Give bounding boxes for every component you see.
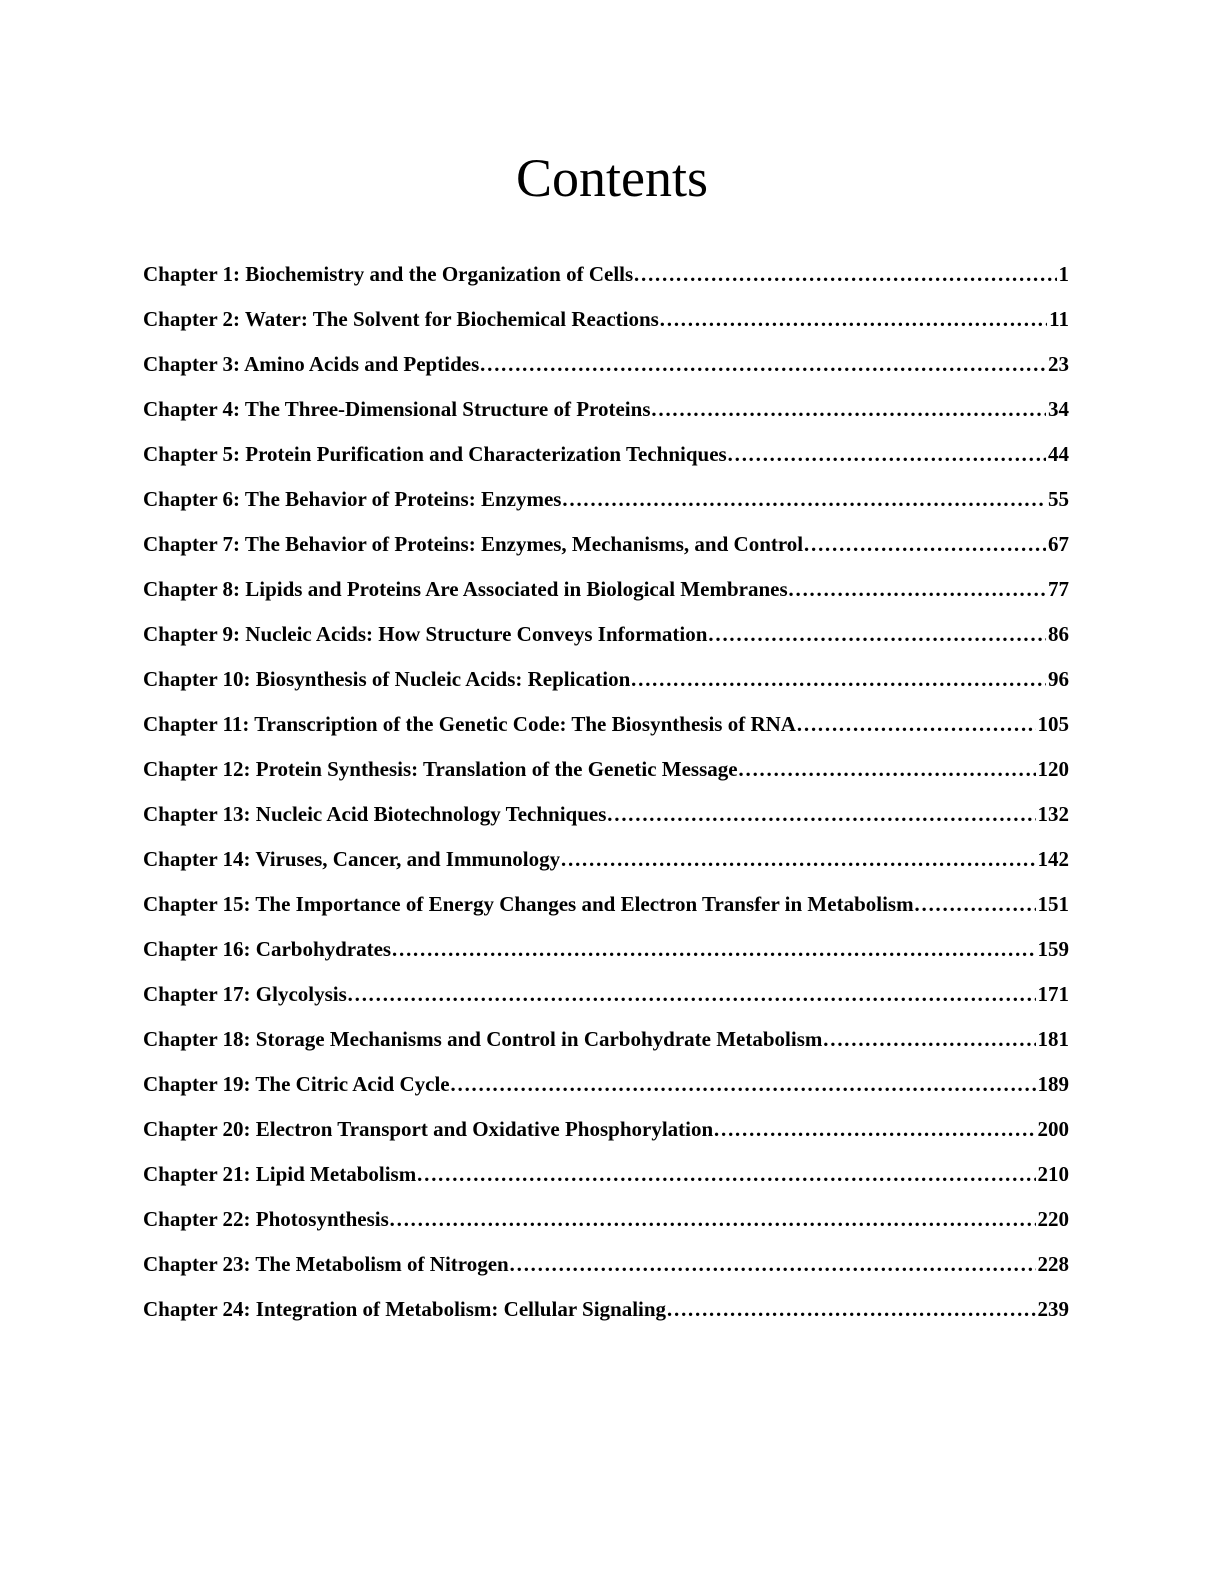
toc-entry-chapter-15[interactable] [143,882,1069,927]
toc-entry-page-number: 120 [1037,757,1069,781]
toc-entry-title: Chapter 6: The Behavior of Proteins: Enzymes ……………………………………………………………………………………………………………………………………… [143,487,1046,512]
toc-entry-chapter-17[interactable] [143,972,1069,1017]
toc-entry-page-number: 105 [1037,712,1069,736]
toc-entry-chapter-9[interactable] [143,612,1069,657]
toc-entry-chapter-1[interactable] [143,252,1069,297]
toc-entry-title: Chapter 7: The Behavior of Proteins: Enzymes, Mechanisms, and Control ……………………………………………………………………………………………………………………………………… [143,532,1046,557]
toc-entry-chapter-21[interactable] [143,1152,1069,1197]
toc-entry-page-number: 200 [1037,1117,1069,1141]
toc-entry-title: Chapter 3: Amino Acids and Peptides ……………………………………………………………………………………………………………………………………… [143,352,1046,377]
toc-entry-page-number: 239 [1037,1297,1069,1321]
toc-entry-page-number: 77 [1048,577,1069,601]
toc-entry-page-number: 67 [1048,532,1069,556]
toc-entry-title: Chapter 21: Lipid Metabolism ……………………………………………………………………………………………………………………………………… [143,1162,1036,1187]
toc-entry-title: Chapter 24: Integration of Metabolism: Cellular Signaling ……………………………………………………………………………………………………………………………………… [143,1297,1036,1322]
toc-entry-page-number: 151 [1037,892,1069,916]
toc-entry-title: Chapter 12: Protein Synthesis: Translation of the Genetic Message ……………………………………………………………………………………………………………………………………… [143,757,1036,782]
toc-entry-title: Chapter 17: Glycolysis ……………………………………………………………………………………………………………………………………… [143,982,1036,1007]
toc-entry-title: Chapter 15: The Importance of Energy Changes and Electron Transfer in Metabolism ……………………………………………………………………………………………………………………………………… [143,892,1036,917]
toc-entry-page-number: 210 [1037,1162,1069,1186]
toc-entry-title: Chapter 9: Nucleic Acids: How Structure Conveys Information ……………………………………………………………………………………………………………………………………… [143,622,1046,647]
toc-entry-page-number: 23 [1048,352,1069,376]
toc-entry-page-number: 220 [1037,1207,1069,1231]
toc-entry-page-number: 181 [1037,1027,1069,1051]
toc-entry-page-number: 228 [1037,1252,1069,1276]
toc-entry-title: Chapter 18: Storage Mechanisms and Control in Carbohydrate Metabolism ……………………………………………………………………………………………………………………………………… [143,1027,1036,1052]
toc-entry-chapter-8[interactable] [143,567,1069,612]
toc-entry-page-number: 1 [1058,262,1069,286]
toc-entry-chapter-19[interactable] [143,1062,1069,1107]
toc-entry-title: Chapter 14: Viruses, Cancer, and Immunology ……………………………………………………………………………………………………………………………………… [143,847,1036,872]
toc-entry-chapter-5[interactable] [143,432,1069,477]
toc-entry-title: Chapter 2: Water: The Solvent for Biochemical Reactions ……………………………………………………………………………………………………………………………………… [143,307,1047,332]
toc-entry-chapter-14[interactable] [143,837,1069,882]
toc-entry-title: Chapter 1: Biochemistry and the Organization of Cells ……………………………………………………………………………………………………………………………………… [143,262,1057,287]
toc-entry-page-number: 44 [1048,442,1069,466]
toc-entry-title: Chapter 22: Photosynthesis ……………………………………………………………………………………………………………………………………… [143,1207,1036,1232]
toc-entry-chapter-22[interactable] [143,1197,1069,1242]
toc-entry-title: Chapter 10: Biosynthesis of Nucleic Acids: Replication ……………………………………………………………………………………………………………………………………… [143,667,1046,692]
toc-entry-title: Chapter 8: Lipids and Proteins Are Associated in Biological Membranes ……………………………………………………………………………………………………………………………………… [143,577,1046,602]
toc-entry-title: Chapter 5: Protein Purification and Characterization Techniques ……………………………………………………………………………………………………………………………………… [143,442,1046,467]
toc-entry-page-number: 171 [1037,982,1069,1006]
toc-entry-chapter-10[interactable] [143,657,1069,702]
toc-entry-page-number: 189 [1037,1072,1069,1096]
toc-entry-chapter-4[interactable] [143,387,1069,432]
toc-entry-chapter-3[interactable] [143,342,1069,387]
toc-entry-page-number: 132 [1037,802,1069,826]
toc-entry-chapter-20[interactable] [143,1107,1069,1152]
toc-entry-title: Chapter 13: Nucleic Acid Biotechnology Techniques ……………………………………………………………………………………………………………………………………… [143,802,1036,827]
page-title: Contents [515,148,708,208]
toc-entry-title: Chapter 4: The Three-Dimensional Structure of Proteins ……………………………………………………………………………………………………………………………………… [143,397,1046,422]
toc-entry-chapter-16[interactable] [143,927,1069,972]
toc-entry-page-number: 55 [1048,487,1069,511]
toc-entry-chapter-18[interactable] [143,1017,1069,1062]
toc-entry-page-number: 11 [1049,307,1069,331]
toc-entry-chapter-12[interactable] [143,747,1069,792]
toc-entry-chapter-6[interactable] [143,477,1069,522]
toc-entry-page-number: 96 [1048,667,1069,691]
toc-entry-chapter-2[interactable] [143,297,1069,342]
toc-entry-title: Chapter 16: Carbohydrates ……………………………………………………………………………………………………………………………………… [143,937,1036,962]
toc-entry-chapter-24[interactable] [143,1287,1069,1332]
toc-entry-page-number: 34 [1048,397,1069,421]
toc-entry-chapter-13[interactable] [143,792,1069,837]
toc-entry-chapter-23[interactable] [143,1242,1069,1287]
toc-entry-chapter-7[interactable] [143,522,1069,567]
toc-entry-title: Chapter 20: Electron Transport and Oxidative Phosphorylation ……………………………………………………………………………………………………………………………………… [143,1117,1036,1142]
toc-entry-title: Chapter 19: The Citric Acid Cycle ……………………………………………………………………………………………………………………………………… [143,1072,1036,1097]
toc-entry-chapter-11[interactable] [143,702,1069,747]
toc-entry-page-number: 142 [1037,847,1069,871]
toc-entry-page-number: 159 [1037,937,1069,961]
toc-entry-title: Chapter 23: The Metabolism of Nitrogen ……………………………………………………………………………………………………………………………………… [143,1252,1036,1277]
table-of-contents [143,252,1069,1332]
toc-entry-title: Chapter 11: Transcription of the Genetic Code: The Biosynthesis of RNA ……………………………………………………………………………………………………………………………………… [143,712,1036,737]
toc-entry-page-number: 86 [1048,622,1069,646]
